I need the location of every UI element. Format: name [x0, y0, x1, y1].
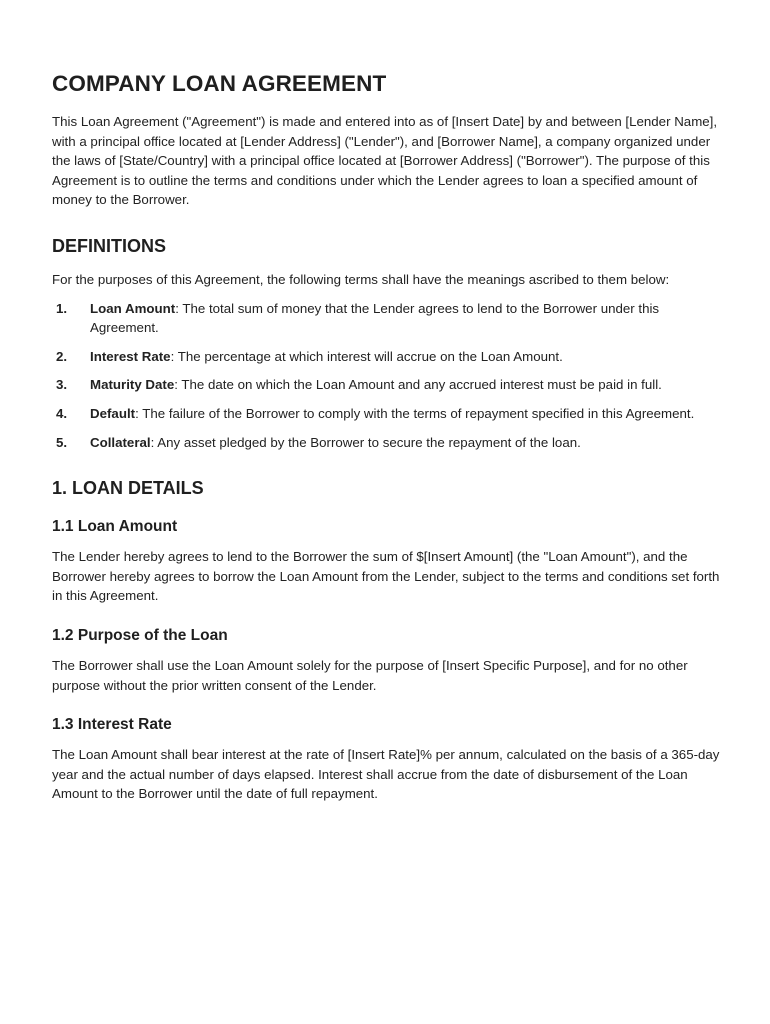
- definition-item: [52, 299, 722, 338]
- intro-paragraph: This Loan Agreement ("Agreement") is made and entered into as of [Insert Date] by and between [Lender Name], with a principal office located at [Lender Address] ("Lender"), and [Borrower Name], a company organized under the laws of [State/Country] with a principal office located at [Borrower Address] ("Borrower"). The purpose of this Agreement is to outline the terms and conditions under which the Lender agrees to loan a specified amount of money to the Borrower.: [52, 114, 718, 208]
- definitions-intro: For the purposes of this Agreement, the following terms shall have the meanings ascribed to them below:: [52, 271, 670, 287]
- loan-amount-heading: 1.1 Loan Amount: [52, 518, 178, 536]
- definition-text: : Any asset pledged by the Borrower to secure the repayment of the loan.: [150, 434, 581, 450]
- definition-item: [52, 375, 722, 395]
- loan-amount-body: The Lender hereby agrees to lend to the Borrower the sum of $[Insert Amount] (the "Loan Amount"), and the Borrower hereby agrees to borrow the Loan Amount from the Lender, subject to the terms and conditions set forth in this Agreement.: [52, 549, 720, 604]
- loan-details-section: [52, 476, 722, 804]
- definition-item: [52, 433, 722, 453]
- definition-term: Maturity Date: [90, 377, 175, 393]
- definition-number: 5.: [56, 434, 68, 450]
- definition-text: : The failure of the Borrower to comply with the terms of repayment specified in this Agreement.: [135, 405, 695, 421]
- definition-text: : The total sum of money that the Lender agrees to lend to the Borrower under this Agreement.: [90, 300, 660, 336]
- interest-rate-body: The Loan Amount shall bear interest at the rate of [Insert Rate]% per annum, calculated on the basis of a 365-day year and the actual number of days elapsed. Interest shall accrue from the date of disbursement of the Loan Amount to the Borrower until the date of full repayment.: [52, 747, 720, 802]
- document-title: COMPANY LOAN AGREEMENT: [52, 71, 387, 96]
- interest-rate-heading: 1.3 Interest Rate: [52, 716, 172, 734]
- definition-number: 2.: [56, 348, 68, 364]
- definition-item: [52, 347, 722, 367]
- definition-number: 4.: [56, 405, 68, 421]
- definition-term: Collateral: [90, 434, 151, 450]
- loan-purpose-heading: 1.2 Purpose of the Loan: [52, 626, 228, 644]
- definitions-section: [52, 234, 722, 452]
- definition-term: Loan Amount: [90, 300, 176, 316]
- loan-purpose-body: The Borrower shall use the Loan Amount solely for the purpose of [Insert Specific Purpose], and for no other purpose without the prior written consent of the Lender.: [52, 657, 688, 693]
- definitions-heading: DEFINITIONS: [52, 235, 167, 256]
- definition-text: : The date on which the Loan Amount and any accrued interest must be paid in full.: [174, 377, 662, 393]
- definition-item: [52, 404, 722, 424]
- definition-text: : The percentage at which interest will accrue on the Loan Amount.: [170, 348, 563, 364]
- loan-details-heading: 1. LOAN DETAILS: [52, 478, 204, 499]
- definition-term: Interest Rate: [90, 348, 171, 364]
- definition-number: 3.: [56, 377, 68, 393]
- definition-term: Default: [90, 405, 136, 421]
- document-page: [52, 70, 722, 804]
- definitions-list: [52, 299, 722, 453]
- definition-number: 1.: [56, 300, 68, 316]
